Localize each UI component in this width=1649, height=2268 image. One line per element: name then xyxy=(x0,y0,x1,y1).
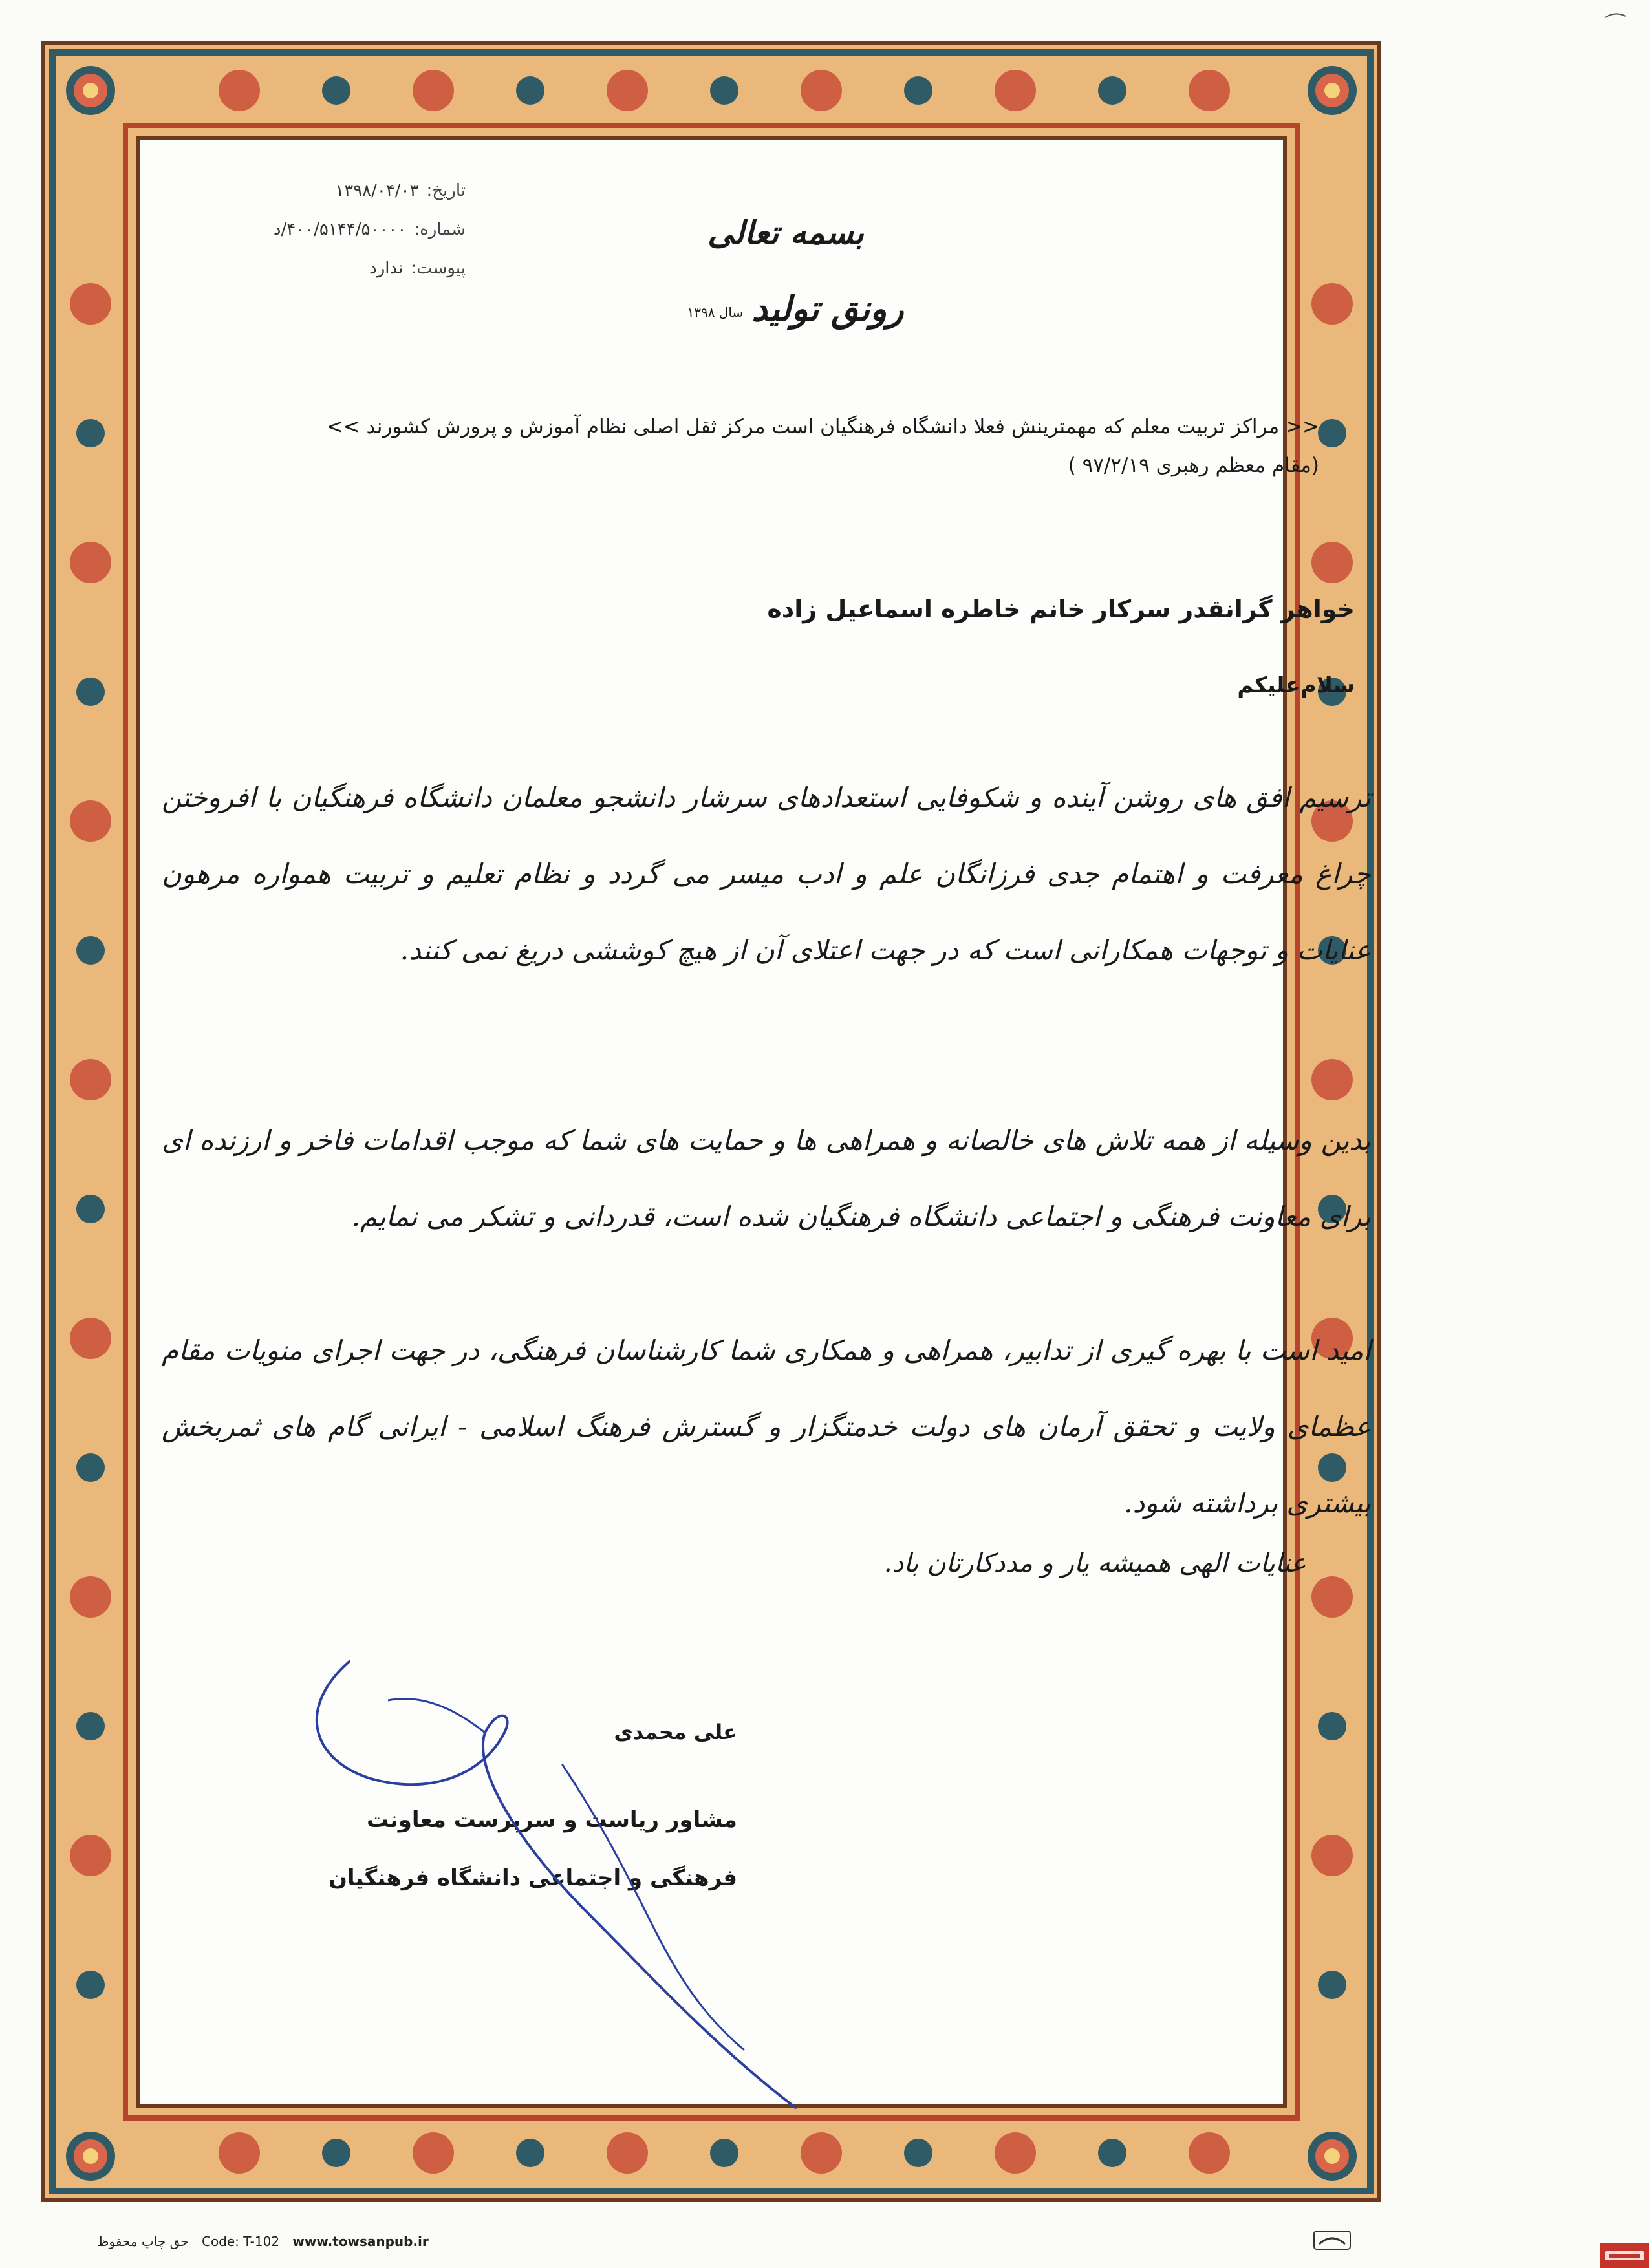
letter-meta xyxy=(273,181,466,297)
signatory-name: علی محمدی xyxy=(614,1720,737,1744)
addressee: خواهر گرانقدر سرکار خانم خاطره اسماعیل زاده xyxy=(767,595,1355,623)
publisher-logo-icon xyxy=(1313,2227,1352,2253)
number-value: ۴۰۰/۵۱۴۴/۵۰۰۰۰/د xyxy=(273,220,407,239)
date-row xyxy=(291,181,466,200)
number-row xyxy=(273,220,466,239)
footer-code: Code: T-102 xyxy=(201,2234,280,2249)
signatory-title-line-1: مشاور ریاست و سرپرست معاونت xyxy=(367,1807,737,1833)
attachment-value: ندارد xyxy=(369,259,404,278)
print-footer xyxy=(97,2234,438,2249)
body-paragraph-2: بدین وسیله از همه تلاش های خالصانه و همراهی ها و حمایت های شما که موجب اقدامات فاخر و ارزنده ای برای معاونت فرهنگی و اجتماعی دانشگاه فرهنگیان شده است، قدردانی و تشکر می نمایم. xyxy=(162,1124,1371,1232)
attachment-row xyxy=(291,259,466,278)
bismillah-heading: بسمه تعالی xyxy=(707,213,864,251)
greeting: سلام‌علیکم xyxy=(1237,672,1355,698)
quote-text: << مراکز تربیت معلم که مهمترینش فعلا دانشگاه فرهنگیان است مرکز ثقل اصلی نظام آموزش و پرورش کشورند >> xyxy=(326,415,1319,438)
body-paragraph-1: ترسیم افق های روشن آینده و شکوفایی استعدادهای سرشار دانشجو معلمان دانشگاه فرهنگیان با افروختن چراغ معرفت و اهتمام جدی فرزانگان علم و ادب میسر می گردد و نظام تعلیم و تربیت همواره مرهون عنایات و توجهات همکارانی است که در جهت اعتلای آن از هیچ کوششی دریغ نمی کنند. xyxy=(162,782,1371,966)
attachment-label: پیوست: xyxy=(411,259,466,278)
date-label: تاریخ: xyxy=(426,181,466,200)
year-slogan xyxy=(679,288,912,359)
slogan-text: رونق تولید xyxy=(751,288,904,329)
slogan-year: سال ۱۳۹۸ xyxy=(687,304,744,320)
footer-rights: حق چاپ محفوظ xyxy=(97,2234,189,2249)
signatory-title-line-2: فرهنگی و اجتماعی دانشگاه فرهنگیان xyxy=(328,1865,737,1891)
date-value: ۱۳۹۸/۰۴/۰۳ xyxy=(335,181,419,200)
site-logo-icon xyxy=(1604,2249,1645,2263)
footer-website: www.towsanpub.ir xyxy=(292,2234,429,2249)
number-label: شماره: xyxy=(414,220,466,239)
body-paragraph-3: امید است با بهره گیری از تدابیر، همراهی و همکاری شما کارشناسان فرهنگی، در جهت اجرای منویات مقام عظمای ولایت و تحقق آرمان های دولت خدمتگزار و گسترش فرهنگ اسلامی - ایرانی گام های ثمربخش بیشتری برداشته شود. xyxy=(162,1334,1371,1519)
ink-mark-icon xyxy=(1602,10,1628,21)
leader-quote xyxy=(272,407,1319,485)
handwritten-signature xyxy=(291,1655,905,2121)
closing-line: عنایات الهی همیشه یار و مددکارتان باد. xyxy=(883,1548,1306,1578)
quote-source: (مقام معظم رهبری ۹۷/۲/۱۹ ) xyxy=(1068,454,1319,477)
